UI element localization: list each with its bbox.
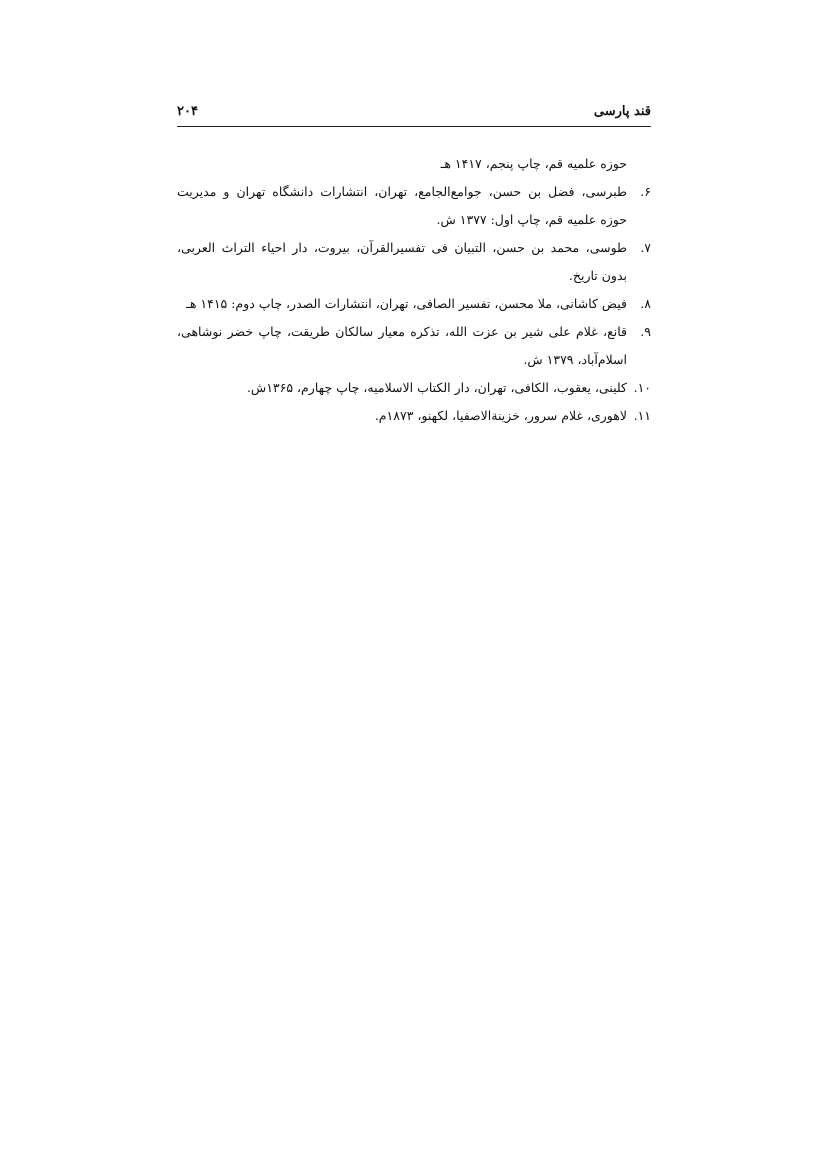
reference-number: ۶. [640, 184, 651, 199]
reference-item [177, 402, 651, 430]
references-list [177, 150, 651, 430]
page-header [177, 104, 651, 124]
reference-text: طوسی، محمد بن حسن، التبیان فی تفسیرالقرآن، بیروت، دار احیاء التراث العربی، بدون تاریخ. [177, 240, 627, 283]
reference-number: ۹. [640, 324, 651, 339]
reference-text: کلینی، یعقوب، الکافی، تهران، دار الکتاب الاسلامیه، چاپ چهارم، ۱۳۶۵ش. [246, 380, 627, 395]
reference-number: ۸. [640, 296, 651, 311]
reference-text: فیض کاشانی، ملا محسن، تفسیر الصافی، تهران، انتشارات الصدر، چاپ دوم: ۱۴۱۵ هـ [186, 296, 627, 311]
reference-number: ۱۰. [633, 380, 651, 395]
reference-number: ۱۱. [633, 408, 651, 423]
reference-text: قانع، غلام علی شیر بن عزت الله، تذکره معیار سالکان طریقت، چاپ خضر نوشاهی، اسلام‌آباد، ۱۳۷۹ ش. [177, 324, 627, 367]
reference-text: لاهوری، غلام سرور، خزینةالاصفیا، لکهنو، ۱۸۷۳م. [374, 408, 627, 423]
reference-number: ۷. [640, 240, 651, 255]
reference-continuation [177, 150, 651, 178]
reference-text: حوزه علمیه قم، چاپ پنجم، ۱۴۱۷ هـ [440, 156, 627, 171]
reference-item [177, 290, 651, 318]
reference-item [177, 234, 651, 290]
header-divider [177, 126, 651, 127]
reference-text: طبرسی، فضل بن حسن، جوامع‌الجامع، تهران، انتشارات دانشگاه تهران و مدیریت حوزه علمیه قم، چاپ اول: ۱۳۷۷ ش. [177, 184, 627, 227]
page-number: ۲۰۴ [177, 104, 198, 119]
reference-item [177, 318, 651, 374]
reference-item [177, 178, 651, 234]
journal-title: قند پارسی [593, 104, 651, 119]
reference-item [177, 374, 651, 402]
